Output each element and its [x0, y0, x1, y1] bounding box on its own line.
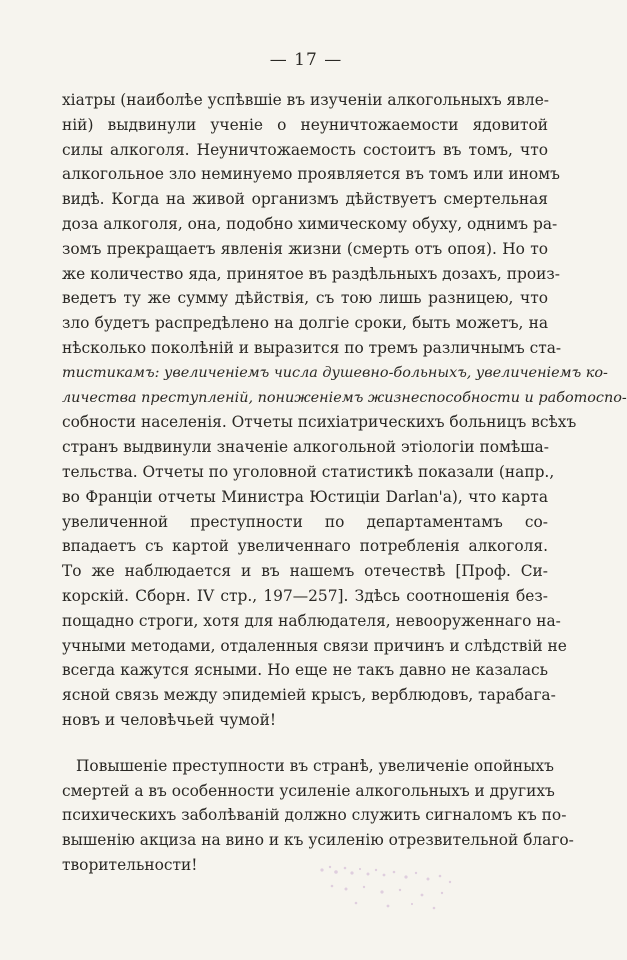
text-line: ведетъ ту же сумму дѣйствія, съ тою лишь разницею, что	[62, 289, 548, 308]
faded-library-stamp-icon	[312, 858, 462, 912]
paragraph-1	[62, 88, 627, 733]
text-line: во Франціи отчеты Министра Юстиціи Darlan'а), что карта	[62, 487, 548, 506]
text-line: всегда кажутся ясными. Но еще не такъ давно не казалась	[62, 661, 548, 680]
page-number: — 17 —	[269, 50, 343, 70]
text-line: впадаетъ съ картой увеличеннаго потребленія алкоголя.	[62, 537, 548, 556]
text-line: видѣ. Когда на живой организмъ дѣйствуетъ смертельная	[62, 190, 548, 209]
text-line: нѣсколько поколѣній и выразится по тремъ различнымъ ста-	[62, 338, 562, 357]
text-line: ясной связь между эпидеміей крысъ, верблюдовъ, тарабага-	[62, 686, 556, 705]
text-line: корскій. Сборн. IV стр., 197—257]. Здѣсь соотношенія без-	[62, 586, 548, 605]
body-text	[62, 88, 627, 878]
text-line: учными методами, отдаленныя связи причинъ и слѣдствій не	[62, 636, 567, 655]
text-line: алкогольное зло неминуемо проявляется въ томъ или иномъ	[62, 165, 560, 184]
text-line: хіатры (наиболѣе успѣвшіе въ изученіи алкогольныхъ явле-	[62, 91, 550, 109]
text-line: Повышеніе преступности въ странѣ, увеличеніе опойныхъ	[76, 756, 554, 775]
text-line: тистикамъ: увеличеніемъ числа душевно-больныхъ, увеличеніемъ ко-	[62, 364, 608, 381]
text-line: зло будетъ распредѣлено на долгіе сроки, быть можетъ, на	[62, 314, 548, 333]
text-line: психическихъ заболѣваній должно служить сигналомъ къ по-	[62, 806, 567, 825]
text-line: тельства. Отчеты по уголовной статистикѣ показали (напр.,	[62, 462, 555, 481]
text-line: пощадно строги, хотя для наблюдателя, невооруженнаго на-	[62, 611, 561, 630]
text-line: странъ выдвинули значеніе алкогольной этіологіи помѣша-	[62, 438, 549, 457]
paragraph-2	[62, 754, 574, 878]
text-line: доза алкоголя, она, подобно химическому обуху, однимъ ра-	[62, 214, 558, 233]
text-line: смертей а въ особенности усиленіе алкогольныхъ и другихъ	[62, 781, 555, 800]
text-line: новъ и человѣчьей чумой!	[62, 710, 277, 729]
text-line: То же наблюдается и въ нашемъ отечествѣ [Проф. Си-	[62, 562, 548, 581]
text-line: же количество яда, принятое въ раздѣльныхъ дозахъ, произ-	[62, 264, 560, 283]
text-line: ній) выдвинули ученіе о неуничтожаемости ядовитой	[62, 115, 548, 134]
text-line: личества преступленій, пониженіемъ жизнеспособности и работоспо-	[62, 389, 627, 406]
text-line: собности населенія. Отчеты психіатрическихъ больницъ всѣхъ	[62, 413, 577, 432]
text-line: силы алкоголя. Неуничтожаемость состоитъ въ томъ, что	[62, 140, 548, 159]
text-line: увеличенной преступности по департаментамъ со-	[62, 512, 548, 531]
text-line: вышенію акциза на вино и къ усиленію отрезвительной благо-	[62, 831, 574, 850]
text-line: творительности!	[62, 855, 198, 874]
text-line: зомъ прекращаетъ явленія жизни (смерть отъ опоя). Но то	[62, 239, 548, 258]
